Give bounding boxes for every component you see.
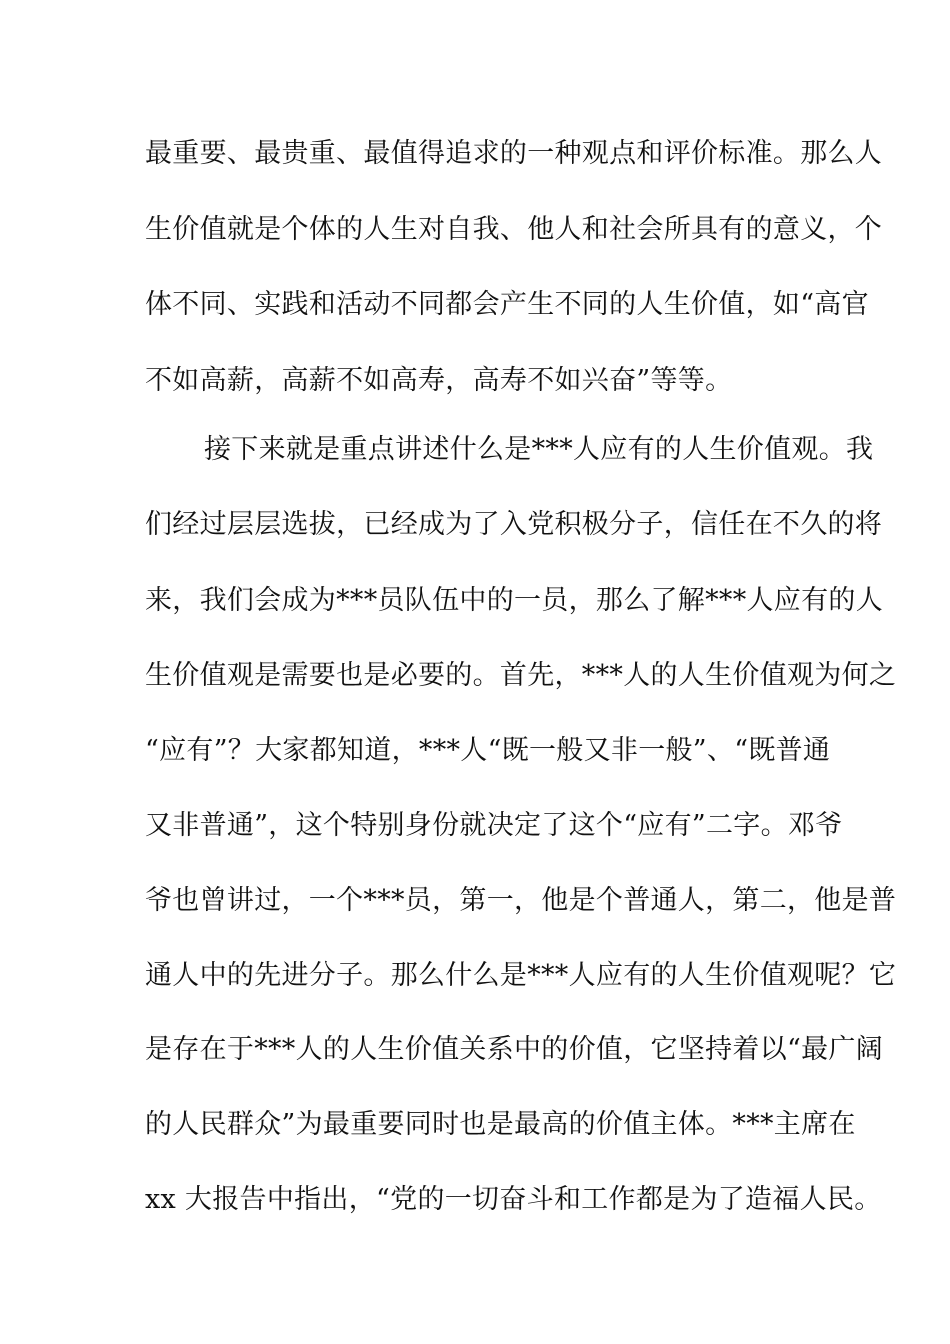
text-line: 最重要、最贵重、最值得追求的一种观点和评价标准。那么人 — [145, 138, 883, 169]
text-line: 生价值就是个体的人生对自我、他人和社会所具有的意义，个 — [145, 214, 883, 245]
text-line: 生价值观是需要也是必要的。首先，***人的人生价值观为何之 — [145, 660, 897, 691]
text-line: 们经过层层选拔，已经成为了入党积极分子，信任在不久的将 — [145, 509, 883, 540]
text-line: 爷也曾讲过，一个***员，第一，他是个普通人，第二，他是普 — [145, 885, 897, 916]
text-line: “应有”？大家都知道，***人“既一般又非一般”、“既普通 — [145, 735, 831, 766]
text-line: 来，我们会成为***员队伍中的一员，那么了解***人应有的人 — [145, 585, 883, 616]
text-line: 体不同、实践和活动不同都会产生不同的人生价值，如“高官 — [145, 289, 869, 320]
text-line: xx 大报告中指出，“党的一切奋斗和工作都是为了造福人民。 — [145, 1184, 882, 1215]
text-line: 不如高薪，高薪不如高寿，高寿不如兴奋”等等。 — [145, 365, 733, 396]
text-line: 是存在于***人的人生价值关系中的价值，它坚持着以“最广阔 — [145, 1034, 884, 1065]
text-line: 的人民群众”为最重要同时也是最高的价值主体。***主席在 — [145, 1109, 856, 1140]
text-line: 又非普通”，这个特别身份就决定了这个“应有”二字。邓爷 — [145, 810, 843, 841]
paragraph-first-line: 接下来就是重点讲述什么是***人应有的人生价值观。我 — [204, 434, 874, 465]
text-line: 通人中的先进分子。那么什么是***人应有的人生价值观呢？它 — [145, 960, 897, 991]
